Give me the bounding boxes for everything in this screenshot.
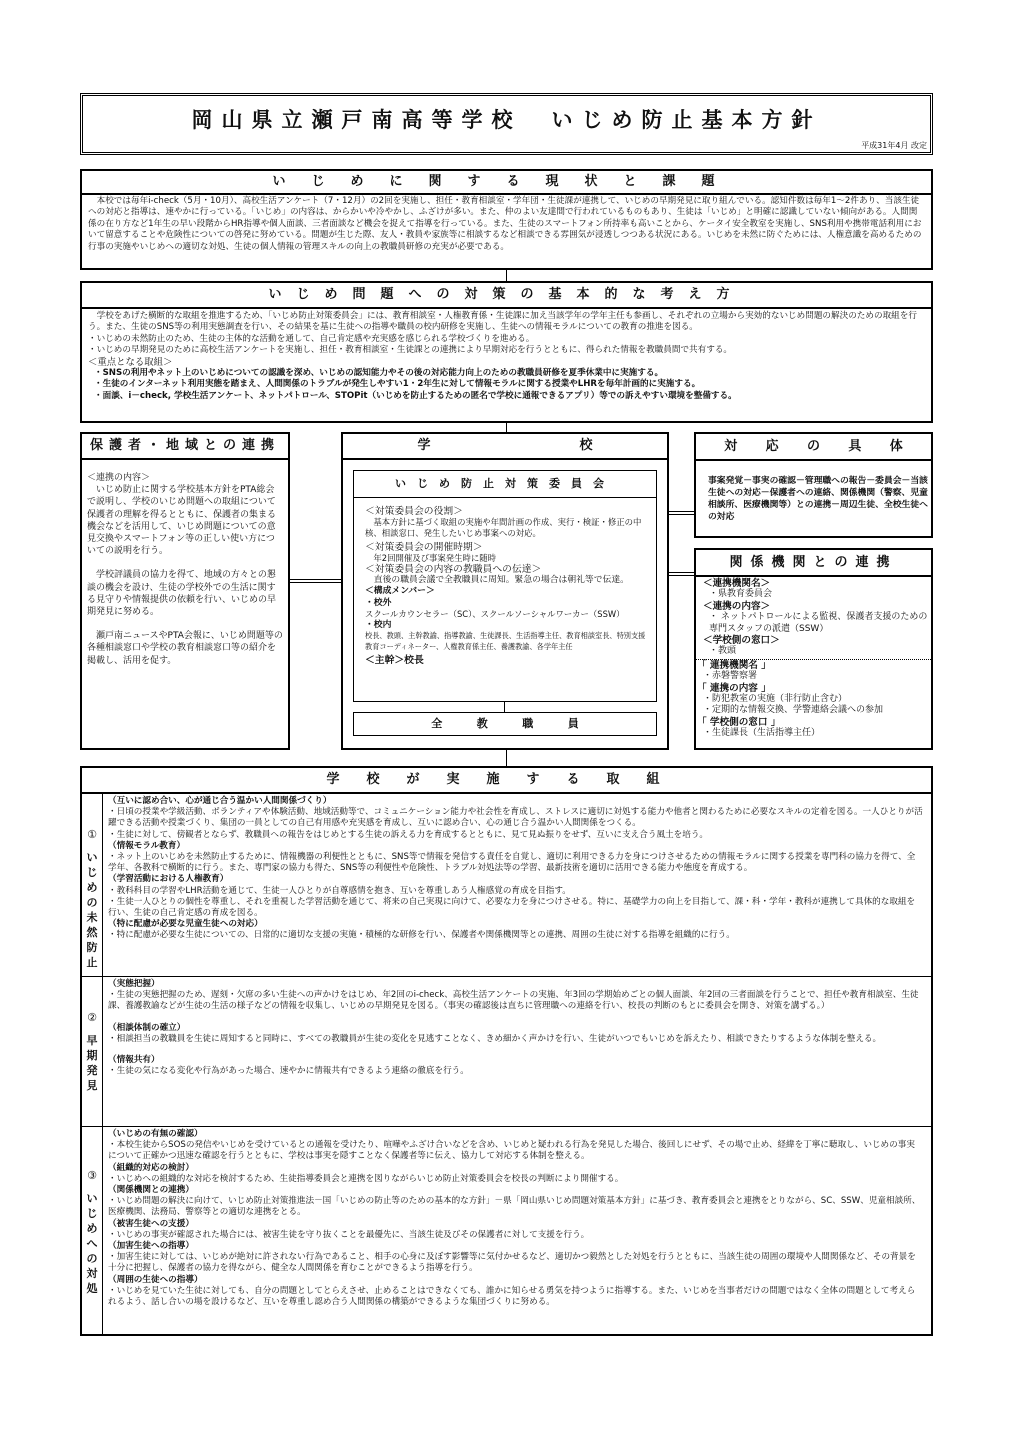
response-heading-char: 体 — [889, 439, 903, 454]
response-heading-char: の — [806, 439, 820, 454]
agency-label: ＜連携機関名＞ — [703, 578, 771, 589]
connector-line — [504, 702, 505, 712]
row-label-char: い — [86, 851, 98, 864]
parents-paragraph: いじめ防止に関する学校基本方針をPTA総会で説明し、学校のいじめ問題への取組について保護者の理解を得るとともに、保護者の集まる機会などを活用して、いじめ問題についての意見交換やスマートフォン等の正しい使い方についての説明を行う。 — [87, 485, 277, 557]
agency-item: ・赤磐警察署 — [703, 671, 758, 682]
school-heading-left: 学 — [417, 438, 431, 453]
agency-label: 「 連携の内容 」 — [697, 682, 771, 694]
all-staff-char: 全 — [431, 717, 443, 730]
response-box — [694, 432, 933, 538]
block-item: ・ネット上のいじめを未然防止するために、情報機器の利便性とともに、SNS等で情報を発信する責任を自覚し、適切に利用できる力を身につけさせるための情報モラルに関する授業を専門科の協力を得て、全学年、各教科で横断的に行う。また、専門家の協力も得た、SNS等の利便性や危険性、トラブル対処法等の学習、最新技術を適切に活用できる能力や態度を育成する。 — [108, 852, 916, 874]
block-heading: （学習活動における人権教育） — [108, 874, 229, 885]
parents-paragraph: 学校評議員の協力を得て、地域の方々との懇談の機会を設け、生徒の学校外での生活に関する見守りや情報提供の依頼を行い、いじめの早期発見に努める。 — [87, 570, 277, 618]
chief: ＜主幹＞校長 — [365, 655, 424, 667]
committee-box — [353, 470, 657, 702]
current-state-heading: いじめに関する現状と課題 — [82, 171, 931, 195]
action-row-early-detection — [82, 976, 931, 1126]
agencies-box — [694, 548, 933, 750]
block-item: ・生徒に対して、傍観者とならず、教職員への報告をはじめとする生徒の訴える力を育成するとともに、見て見ぬ振りをせず、互いに支え合う風土を培う。 — [108, 829, 709, 840]
row-label-char: の — [86, 896, 98, 909]
block-item: ・いじめの事実が確認された場合には、被害生徒を守り抜くことを最優先に、当該生徒及びその保護者に対して支援を行う。 — [108, 1229, 590, 1240]
row-label-char: 未 — [86, 911, 98, 924]
block-item: ・本校生徒からSOSの発信やいじめを受けているとの通報を受けたり、喧嘩やふざけ合いなどを含め、いじめと疑われる行為を発見した場合、後回しにせず、その場で止め、経緯を丁寧に聴取し、いじめの事実について正確かつ迅速な確認を行うとともに、学校は事実を隠すことなく保護者等に伝え、協力して対応する体制を整える。 — [108, 1140, 915, 1162]
agency-label: ＜連携の内容＞ — [703, 600, 771, 612]
timing-text: 年2回開催及び事案発生時に随時 — [373, 552, 496, 563]
connector-line — [669, 575, 694, 576]
external-heading: ・校外 — [365, 597, 392, 608]
committee-heading: いじめ防止対策委員会 — [354, 471, 656, 498]
block-heading: （情報モラル教育） — [108, 840, 186, 851]
block-heading: （関係機関との連携） — [108, 1185, 194, 1196]
connector-line — [669, 514, 694, 515]
block-item: ・生徒の気になる変化や行為があった場合、速やかに情報共有できるよう連絡の徹底を行う。 — [108, 1066, 469, 1077]
revision-date: 平成31年4月 改定 — [861, 141, 927, 150]
row-number: ① — [87, 828, 97, 841]
row-number: ② — [87, 1011, 97, 1024]
title-box — [80, 93, 933, 155]
row-label-char: 処 — [86, 1281, 98, 1295]
agency-item: ・ ネットパトロールによる監視、保護者支援のための専門スタッフの派遣（SSW） — [709, 612, 928, 634]
connector-line — [290, 582, 341, 583]
block-heading: （情報共有） — [108, 1055, 160, 1066]
committee-body — [354, 498, 656, 666]
all-staff-char: 職 — [522, 717, 534, 730]
basic-approach-bullet: ・いじめの早期発見のために高校生活アンケートを実施し、担任・教育相談室・生徒課との連携により早期対応を行うとともに、得られた情報を教職員間で共有する。 — [88, 345, 733, 356]
row-label — [82, 977, 103, 1126]
connector-line — [669, 572, 694, 573]
row-label-char: 止 — [86, 956, 98, 969]
focus-heading: ＜重点となる取組＞ — [88, 356, 173, 368]
basic-approach-intro: 学校をあげた横断的な取組を推進するため、「いじめ防止対策委員会」には、教育相談室・人権教育係・生徒課に加え当該学年の学年主任も参画し、それぞれの立場から実効的ないじめ問題の解決のための取組を行う。また、生徒のSNS等の利用実態調査を行い、その結果を基に生徒への指導や職員の校内研修を実施し、生徒への情報モラルについての教育の推進を図る。 — [88, 311, 917, 333]
row-label-char: 見 — [86, 1079, 98, 1092]
block-heading: （組織的対応の検討） — [108, 1162, 194, 1173]
block-heading: （加害生徒への指導） — [108, 1241, 194, 1252]
block-item: ・日頃の授業や学級活動、ボランティアや体験活動、地域活動等で、コミュニケーション能力や社会性を育成し、ストレスに適切に対処する能力や他者と関わるために必要なスキルの定着を図る。一人ひとりが活躍できる活動や授業づくり、集団の一員としての自己有用感や充実感を育成し、互いに認め合い、心の通じ合う温かい人間関係をつくる。 — [108, 807, 923, 829]
school-heading-right: 校 — [579, 438, 593, 453]
row-number: ③ — [87, 1168, 97, 1182]
connector-line — [506, 423, 507, 432]
communication-text: 直後の職員会議で全教職員に周知。緊急の場合は朝礼等で伝達。 — [373, 575, 629, 586]
role-text: 基本方針に基づく取組の実施や年間計画の作成、実行・検証・修正の中核、相談窓口、発生したいじめ事案への対応。 — [365, 517, 642, 539]
block-item: ・生徒一人ひとりの個性を尊重し、それを重視した学習活動を通じて、将来の自己実現に向けて、必要な力を身につけさせる。特に、基礎学力の向上を目指して、課・科・学年・教科が連携して具体的な取組を行い、生徒の自己肯定感の育成を図る。 — [108, 896, 916, 919]
agency-label: 「 連携機関名 」 — [697, 659, 771, 671]
row-label-char: 早 — [86, 1034, 98, 1047]
row-label-char: め — [86, 881, 98, 894]
agency-item: ・県教育委員会 — [709, 589, 773, 600]
internal-heading: ・校内 — [365, 620, 392, 631]
focus-item: ・SNSの利用やネット上のいじめについての認識を深め、いじめの認知能力やその後の対応能力向上のための教職員研修を夏季休業中に実施する。 — [94, 368, 664, 379]
agency-item: ・防犯教室の実施（非行防止含む） — [703, 694, 848, 705]
connector-line — [669, 511, 694, 512]
row-label-char: 期 — [86, 1049, 98, 1062]
all-staff-char: 員 — [567, 717, 579, 730]
block-item: ・生徒の実態把握のため、遅刻・欠席の多い生徒への声かけをはじめ、年2回のi-check、高校生活アンケートの実施、年3回の学期始めごとの個人面談、年2回の三者面談を行うことで、担任や教育相談室、生徒課、養護教諭などが生徒の生活の様子などの情報を収集し、いじめの早期発見を図る。（事実の確認後は直ちに管理職への連絡を行い、校長の判断のもとに委員会を開き、対策を講ずる。） — [108, 990, 919, 1012]
internal-members: 校長、教頭、主幹教諭、指導教諭、生徒課長、生活指導主任、教育相談室長、特別支援教育コーディネーター、人権教育係主任、養護教諭、各学年主任 — [365, 631, 646, 651]
basic-approach-section — [80, 281, 933, 423]
row-label-char: 然 — [86, 926, 98, 939]
current-state-text: 本校では毎年i-check（5月・10月）、高校生活アンケート（7・12月）の2回を実施し、担任・教育相談室・学年団・生徒課が連携して、いじめの早期発見に取り組んでいる。認知件数は毎年1～2件あり、当該生徒への対応と指導は、速やかに行っている。「いじめ」の内容は、からかいや冷やかし、ふざけが多い。また、仲のよい友達間で行われているものもあり、生徒は「いじめ」と明確に認識していない傾向がある。人間関係の在り方など1年生の早い段階からHR指導や個人面談、三者面談など機会を捉えて指導を行っている。また、生徒のスマートフォン所持率も高いことから、ケータイ安全教室を実施し、SNS利用や携帯電話利用において留意することや危険性についての啓発に努めている。問題が生じた際、友人・教員や家族等に相談するなど相談できる雰囲気が浸透しつつある状況にある。いじめを未然に防ぐためには、人権意識を高めるための行事の実施やいじめへの適切な対処、生徒の個人情報の管理スキルの向上の教職員研修の充実が必要である。 — [88, 196, 922, 252]
row-label-char: へ — [86, 1236, 98, 1250]
agency-item: ・定期的な情報交換、学警連絡会議への参加 — [703, 705, 884, 716]
response-heading — [696, 434, 931, 461]
parents-community-heading: 保護者・地域との連携 — [82, 434, 288, 460]
agency-item: ・教頭 — [709, 646, 737, 657]
basic-approach-body — [82, 309, 931, 404]
focus-item: ・面談、i－check, 学校生活アンケート、ネットパトロール、STOPit（いじめを防止するための匿名で学校に通報できるアプリ）等での訴えやすい環境を整備する。 — [94, 390, 737, 401]
role-heading: ＜対策委員会の役割＞ — [365, 506, 463, 517]
timing-heading: ＜対策委員会の開催時期＞ — [365, 541, 483, 553]
action-row-prevention — [82, 793, 931, 1003]
row-label — [82, 1127, 103, 1336]
response-heading-char: 具 — [848, 439, 862, 454]
communication-heading: ＜対策委員会の内容の教職員への伝達＞ — [365, 564, 542, 576]
block-item: ・教科科目の学習やLHR活動を通じて、生徒一人ひとりが自尊感情を抱き、互いを尊重しあう人権感覚の育成を目指す。 — [108, 885, 571, 896]
block-heading: （特に配慮が必要な児童生徒への対応） — [108, 919, 263, 930]
all-staff-box — [353, 712, 657, 736]
row-content — [108, 979, 923, 1077]
row-label-char: 発 — [86, 1064, 98, 1077]
school-actions-heading: 学校が実施する取組 — [82, 768, 931, 794]
action-row-response — [82, 1126, 931, 1336]
current-state-section — [80, 169, 933, 270]
parents-sub-heading: ＜連携の内容＞ — [87, 473, 151, 483]
block-item: ・いじめ問題の解決に向けて、いじめ防止対策推進法－国「いじめの防止等のための基本的な方針」－県「岡山県いじめ問題対策基本方針」に基づき、教育委員会と連携をとりながら、SC、SSW、児童相談所、医療機関、法務局、警察等との適切な連携をとる。 — [108, 1196, 921, 1218]
row-label-char: じ — [86, 866, 98, 879]
agencies-heading: 関係機関との連携 — [696, 550, 931, 577]
connector-line — [506, 750, 507, 766]
members-heading: ＜構成メンバー＞ — [365, 586, 435, 597]
row-label-char: 対 — [86, 1266, 98, 1280]
row-label-char: め — [86, 1221, 98, 1235]
block-item: ・加害生徒に対しては、いじめが絶対に許されない行為であること、相手の心身に及ぼす影響等に気付かせるなど、適切かつ毅然とした対処を行うとともに、当該生徒の周囲の環境や人間関係など、その背景を十分に把握し、保護者の協力を得ながら、健全な人間関係を育むことができるよう指導を行う。 — [108, 1252, 916, 1274]
block-heading: （互いに認め合い、心が通じ合う温かい人間関係づくり） — [108, 796, 332, 806]
row-content — [108, 1129, 923, 1308]
school-actions-section — [80, 766, 933, 1336]
parents-community-body — [82, 460, 288, 667]
block-heading: （被害生徒への支援） — [108, 1218, 194, 1229]
block-heading: （実態把握） — [108, 979, 160, 989]
response-heading-char: 対 — [724, 439, 738, 454]
school-heading — [343, 434, 667, 460]
row-content — [108, 796, 923, 942]
row-label — [82, 794, 103, 1003]
parents-paragraph: 瀬戸南ニュースやPTA会報に、いじめ問題等の各種相談窓口や学校の教育相談窓口等の紹介を掲載し、活用を促す。 — [87, 631, 283, 666]
block-item: ・いじめを見ていた生徒に対しても、自分の問題としてとらえさせ、止めることはできなくても、誰かに知らせる勇気を持つように指導する。また、いじめを当事者だけの問題ではなく全体の問題として考えられるよう、話し合いの場を設けるなど、互いを尊重し認め合う人間関係の構築ができるような集団づくりに努める。 — [108, 1285, 916, 1308]
block-item: ・いじめへの組織的な対応を検討するため、生徒指導委員会と連携を図りながらいじめ防止対策委員会を校長の判断により開催する。 — [108, 1173, 624, 1184]
external-members: スクールカウンセラー（SC）、スクールソーシャルワーカー（SSW） — [365, 608, 625, 619]
row-label-char: い — [86, 1191, 98, 1205]
agency-group-police — [697, 660, 931, 740]
basic-approach-bullet: ・いじめの未然防止のため、生徒の主体的な活動を通して、自己肯定感や充実感を感じられる学校づくりを進める。 — [88, 333, 535, 344]
focus-item: ・生徒のインターネット利用実態を踏まえ、人間関係のトラブルが発生しやすい1・2年生に対して情報モラルに関する授業やLHRを毎年計画的に実施する。 — [94, 379, 701, 390]
connector-line — [290, 579, 341, 580]
agency-label: ＜学校側の窓口＞ — [703, 635, 780, 647]
parents-community-box — [80, 432, 290, 750]
connector-line — [506, 270, 507, 281]
document-title: 岡山県立瀬戸南高等学校 いじめ防止基本方針 — [191, 108, 822, 132]
agency-label: 「 学校側の窓口 」 — [697, 716, 781, 728]
response-heading-char: 応 — [765, 439, 779, 454]
response-text: 事案発覚－事実の確認－管理職への報告－委員会－当該生徒への対応－保護者への連絡、関係機関（警察、児童相談所、医療機関等）との連携－周辺生徒、全校生徒への対応 — [708, 476, 928, 522]
agency-group-prefecture — [703, 578, 931, 658]
block-item: ・特に配慮が必要な生徒についての、日常的に適切な支援の実施・積極的な研修を行い、保護者や関係機関等との連携、周囲の生徒に対する指導を組織的に行う。 — [108, 930, 735, 941]
agencies-body — [696, 577, 931, 740]
all-staff-char: 教 — [476, 717, 488, 730]
row-label-char: 防 — [86, 941, 98, 954]
block-heading: （周囲の生徒への指導） — [108, 1274, 203, 1285]
block-item: ・相談担当の教職員を生徒に周知すると同時に、すべての教職員が生徒の変化を見逃すことなく、きめ細かく声かけを行い、生徒がいつでもいじめを訴えたり、相談できたりするような体制を整える。 — [108, 1033, 882, 1044]
agency-item: ・生徒課長（生活指導主任） — [703, 728, 821, 739]
block-heading: （いじめの有無の確認） — [108, 1129, 203, 1139]
row-label-char: の — [86, 1251, 98, 1265]
basic-approach-heading: いじめ問題への対策の基本的な考え方 — [82, 283, 931, 309]
block-heading: （相談体制の確立） — [108, 1022, 186, 1033]
row-label-char: じ — [86, 1206, 98, 1220]
school-box — [341, 432, 669, 750]
